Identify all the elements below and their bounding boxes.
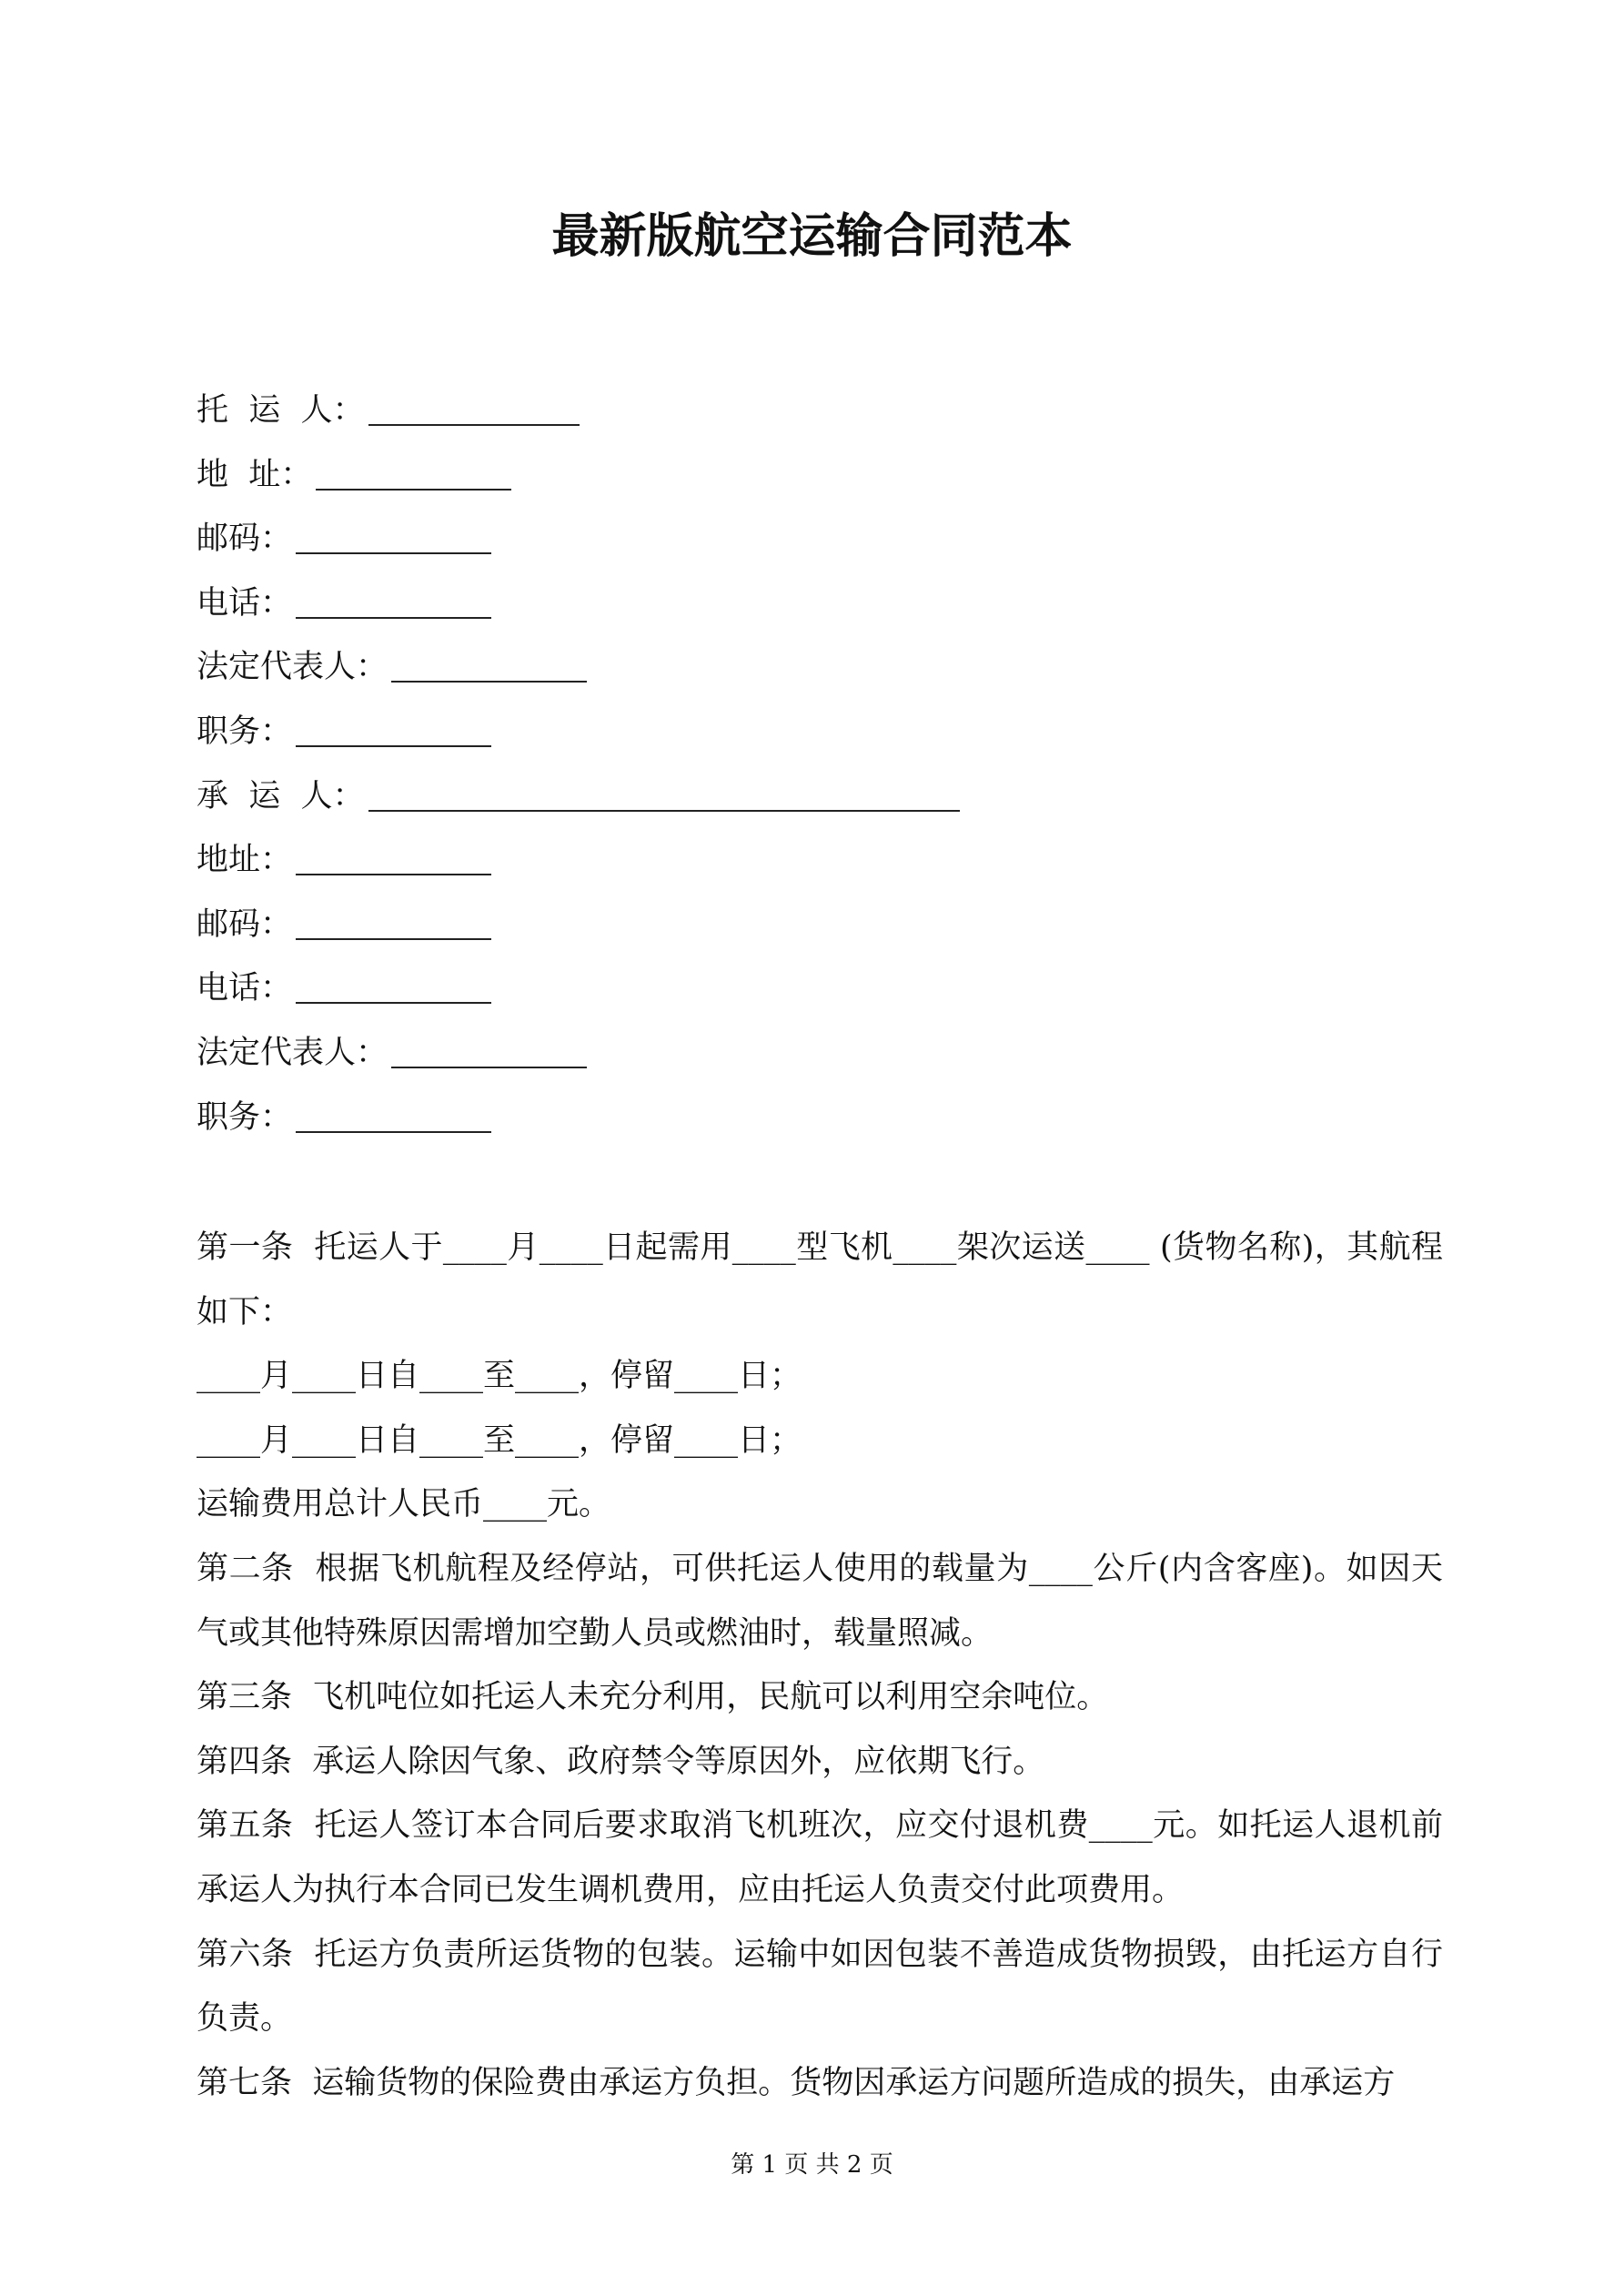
clause-paragraph: 第三条 飞机吨位如托运人未充分利用，民航可以利用空余吨位。 bbox=[197, 1679, 1109, 1716]
clause-paragraph: 第六条 托运方负责所运货物的包装。运输中如因包装不善造成货物损毁，由托运方自行负责。 bbox=[197, 1936, 1443, 2038]
field-label: 法定代表人： bbox=[197, 1034, 388, 1071]
field-label: 法定代表人： bbox=[197, 649, 388, 686]
page-footer: 第 1 页 共 2 页 bbox=[731, 2151, 893, 2179]
clause-paragraph: 运输费用总计人民币____元。 bbox=[197, 1486, 611, 1523]
field-blank-line bbox=[296, 1130, 491, 1133]
clause-paragraph: 第七条 运输货物的保险费由承运方负担。货物因承运方问题所造成的损失，由承运方 bbox=[197, 2064, 1396, 2101]
field-blank-line bbox=[296, 937, 491, 940]
form-field bbox=[197, 379, 960, 443]
field-blank-line bbox=[296, 551, 491, 554]
form-field bbox=[197, 443, 960, 508]
field-blank-line bbox=[391, 680, 587, 683]
field-label: 职务： bbox=[197, 713, 293, 750]
form-field bbox=[197, 507, 960, 571]
form-field bbox=[197, 1086, 960, 1150]
field-blank-line bbox=[368, 809, 960, 812]
clause-paragraph: 第五条 托运人签订本合同后要求取消飞机班次，应交付退机费____元。如托运人退机前承运人为执行本合同已发生调机费用，应由托运人负责交付此项费用。 bbox=[197, 1807, 1443, 1908]
clause-paragraph: ____月____日自____至____，停留____日； bbox=[197, 1421, 802, 1459]
field-blank-line bbox=[296, 1001, 491, 1004]
form-field bbox=[197, 764, 960, 829]
field-blank-line bbox=[316, 488, 511, 491]
field-label: 电话： bbox=[197, 970, 293, 1007]
field-label: 电话： bbox=[197, 584, 293, 622]
form-field bbox=[197, 893, 960, 957]
field-label: 邮码： bbox=[197, 521, 293, 558]
clause-paragraph: 第二条 根据飞机航程及经停站，可供托运人使用的载量为____公斤(内含客座)。如因天气或其他特殊原因需增加空勤人员或燃油时，载量照减。 bbox=[197, 1550, 1443, 1652]
form-field bbox=[197, 956, 960, 1021]
field-label: 地 址： bbox=[197, 456, 313, 493]
form-field bbox=[197, 700, 960, 764]
field-blank-line bbox=[296, 744, 491, 747]
form-field bbox=[197, 635, 960, 700]
field-label: 承 运 人： bbox=[197, 777, 365, 814]
field-blank-line bbox=[391, 1066, 587, 1068]
field-label: 职务： bbox=[197, 1098, 293, 1136]
clause-paragraph: 第一条 托运人于____月____日起需用____型飞机____架次运送____ (货物名称)，其航程如下： bbox=[197, 1229, 1443, 1330]
field-label: 地址： bbox=[197, 842, 293, 879]
contract-clauses bbox=[197, 1216, 1443, 2115]
field-blank-line bbox=[368, 423, 580, 426]
form-field bbox=[197, 571, 960, 636]
clause-paragraph: ____月____日自____至____，停留____日； bbox=[197, 1358, 802, 1395]
form-field bbox=[197, 828, 960, 893]
form-field bbox=[197, 1021, 960, 1086]
field-blank-line bbox=[296, 873, 491, 875]
field-label: 托 运 人： bbox=[197, 392, 365, 429]
party-info-form bbox=[197, 379, 960, 1149]
field-label: 邮码： bbox=[197, 905, 293, 943]
field-blank-line bbox=[296, 616, 491, 619]
clause-paragraph: 第四条 承运人除因气象、政府禁令等原因外，应依期飞行。 bbox=[197, 1743, 1045, 1780]
document-title: 最新版航空运输合同范本 bbox=[551, 208, 1073, 264]
